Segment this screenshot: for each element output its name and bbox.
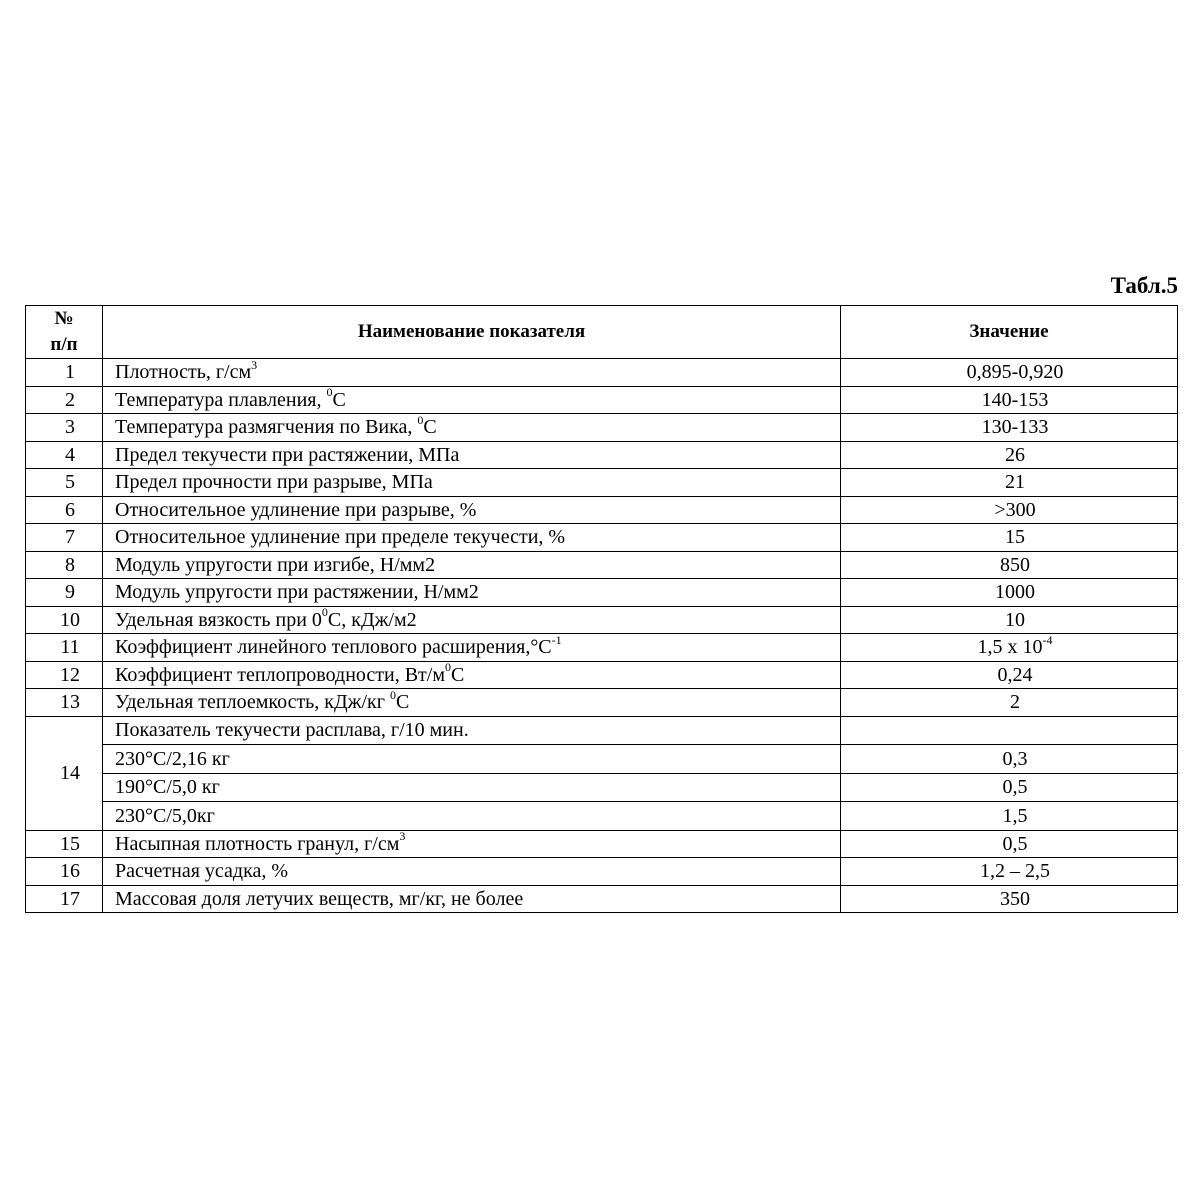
table-caption: Табл.5 xyxy=(1110,273,1178,298)
table-subrow xyxy=(26,773,1178,802)
row-name: Коэффициент теплопроводности, $Вт/м^0С$ xyxy=(103,661,841,689)
table-row xyxy=(26,606,1178,634)
table-row xyxy=(26,689,1178,717)
row-number: 11 xyxy=(26,634,103,662)
subrow-value: 1,5 xyxy=(841,802,1178,831)
row-number: 16 xyxy=(26,858,103,886)
row-number: 8 xyxy=(26,551,103,579)
properties-table xyxy=(25,305,1178,913)
header-number-line1: № xyxy=(54,308,74,329)
table-row xyxy=(26,524,1178,552)
table-row xyxy=(26,830,1178,858)
row-number: 3 xyxy=(26,414,103,442)
table-row xyxy=(26,551,1178,579)
row-name: Модуль упругости при изгибе, Н/мм2 xyxy=(103,551,841,579)
row-number: 17 xyxy=(26,885,103,913)
table-row xyxy=(26,634,1178,662)
row-name: Модуль упругости при растяжении, Н/мм2 xyxy=(103,579,841,607)
table-row xyxy=(26,386,1178,414)
row-value: 15 xyxy=(841,524,1178,552)
row-name: Относительное удлинение при пределе текучести, % xyxy=(103,524,841,552)
subrow-value: 0,5 xyxy=(841,773,1178,802)
row-value: 130-133 xyxy=(841,414,1178,442)
row-value: 140-153 xyxy=(841,386,1178,414)
row-name: Предел прочности при разрыве, МПа xyxy=(103,469,841,497)
row-name: Коэффициент линейного теплового $расширения,^\circ С^{-1}$ xyxy=(103,634,841,662)
row-value: 0,5 xyxy=(841,830,1178,858)
table-subrow xyxy=(26,745,1178,774)
table-row xyxy=(26,661,1178,689)
table-row xyxy=(26,469,1178,497)
row-value: 1000 xyxy=(841,579,1178,607)
table-subrow xyxy=(26,802,1178,831)
row-name: Насыпная плотность гранул, $г/см^3$ xyxy=(103,830,841,858)
row-value: 0,24 xyxy=(841,661,1178,689)
row-number: 10 xyxy=(26,606,103,634)
row-number: 14 xyxy=(26,716,103,830)
row-name: Температура размягчения по Вика, $^0$С xyxy=(103,414,841,442)
row-value: 2 xyxy=(841,689,1178,717)
header-number-line2: п/п xyxy=(50,334,78,355)
row-value: 0,895-0,920 xyxy=(841,359,1178,387)
header-name: Наименование показателя xyxy=(103,306,841,359)
table-row xyxy=(26,359,1178,387)
row-value-empty xyxy=(841,716,1178,745)
table-header-row xyxy=(26,306,1178,359)
row-value: 1,2 – 2,5 xyxy=(841,858,1178,886)
subrow-name: 230°С/2,16 кг xyxy=(103,745,841,774)
row-name: Расчетная усадка, % xyxy=(103,858,841,886)
row-number: 15 xyxy=(26,830,103,858)
row-number: 5 xyxy=(26,469,103,497)
header-number xyxy=(26,306,103,359)
row-name: Относительное удлинение при разрыве, % xyxy=(103,496,841,524)
row-number: 2 xyxy=(26,386,103,414)
subrow-name: 190°С/5,0 кг xyxy=(103,773,841,802)
row-name: Плотность, $г/см^3$ xyxy=(103,359,841,387)
row-value: 1,5 х $10^{-4}$ xyxy=(841,634,1178,662)
row-name: Температура плавления, $^0$С xyxy=(103,386,841,414)
table-row xyxy=(26,885,1178,913)
table-row xyxy=(26,496,1178,524)
row-value: 21 xyxy=(841,469,1178,497)
row-name: Показатель текучести расплава, г/10 мин. xyxy=(103,716,841,745)
row-value: 26 xyxy=(841,441,1178,469)
row-number: 12 xyxy=(26,661,103,689)
row-value: 10 xyxy=(841,606,1178,634)
table-row xyxy=(26,441,1178,469)
row-number: 1 xyxy=(26,359,103,387)
row-name: Массовая доля летучих веществ, мг/кг, не более xyxy=(103,885,841,913)
row-value: >300 xyxy=(841,496,1178,524)
table-row xyxy=(26,414,1178,442)
row-number: 6 xyxy=(26,496,103,524)
row-name: Удельная вязкость при $0^0С$, кДж/м2 xyxy=(103,606,841,634)
row-value: 850 xyxy=(841,551,1178,579)
row-number: 7 xyxy=(26,524,103,552)
row-name: Удельная теплоемкость, кДж/кг $^0$С xyxy=(103,689,841,717)
row-name: Предел текучести при растяжении, МПа xyxy=(103,441,841,469)
subrow-value: 0,3 xyxy=(841,745,1178,774)
table-row xyxy=(26,858,1178,886)
subrow-name: 230°С/5,0кг xyxy=(103,802,841,831)
row-number: 4 xyxy=(26,441,103,469)
row-value: 350 xyxy=(841,885,1178,913)
table-row xyxy=(26,579,1178,607)
row-number: 13 xyxy=(26,689,103,717)
row-number: 9 xyxy=(26,579,103,607)
header-value: Значение xyxy=(841,306,1178,359)
table-row-melt-flow xyxy=(26,716,1178,745)
